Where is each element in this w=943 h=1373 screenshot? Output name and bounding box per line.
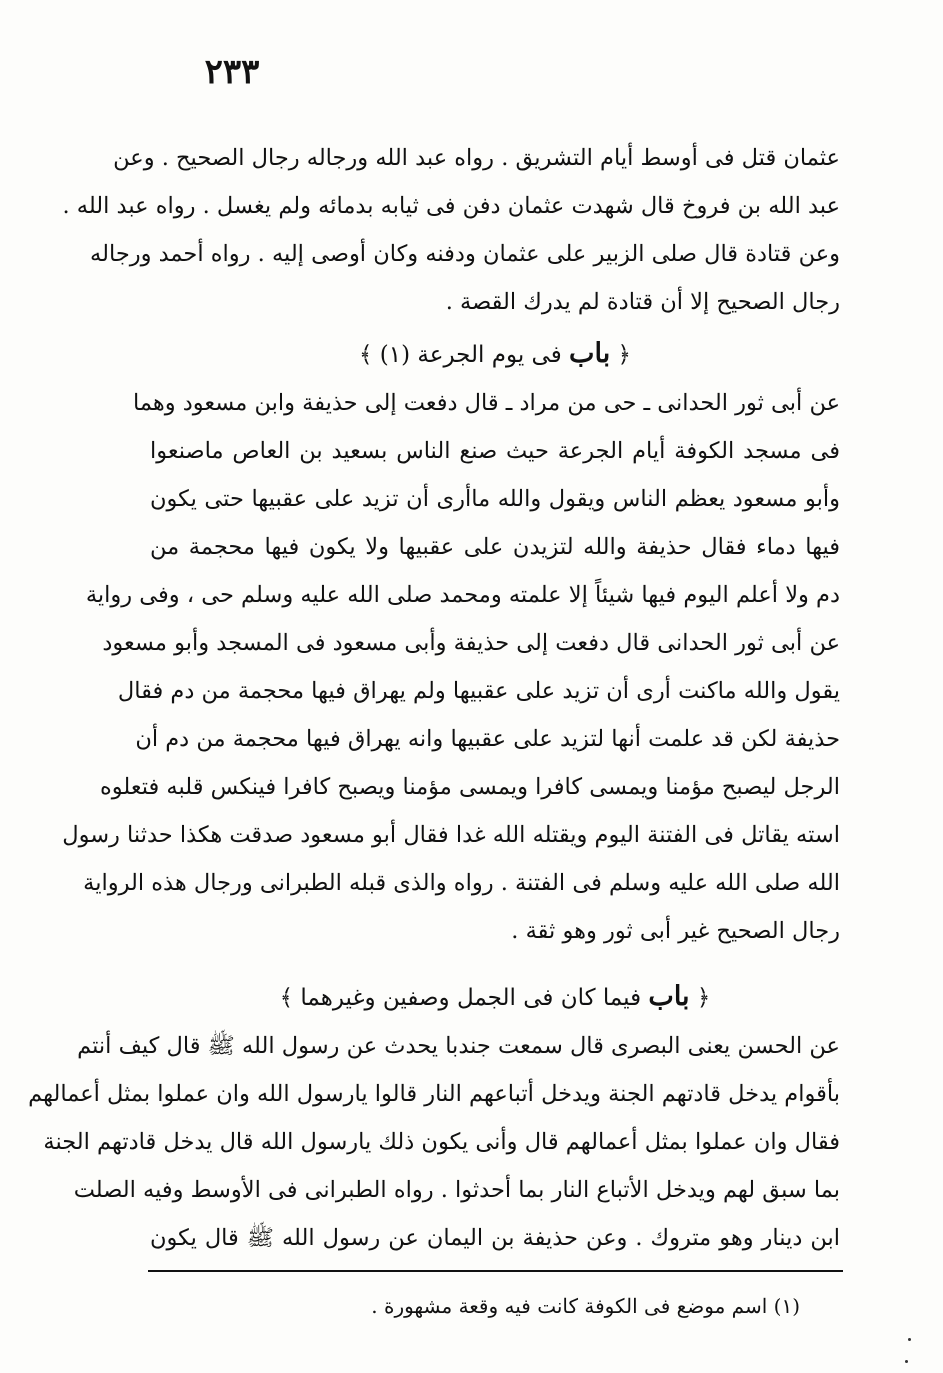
text-line: فيها دماء فقال حذيفة والله لتزيدن على عقبيها ولا يكون فيها محجمة من xyxy=(150,534,840,560)
text-line: وعن قتادة قال صلى الزبير على عثمان ودفنه وكان أوصى إليه . رواه أحمد ورجاله xyxy=(90,241,840,267)
footnote-divider xyxy=(148,1270,843,1272)
text-line: وأبو مسعود يعظم الناس ويقول والله ماأرى أن تزيد على عقبيها حتى يكون xyxy=(150,486,840,512)
text-line: ابن دينار وهو متروك . وعن حذيفة بن اليمان عن رسول الله ﷺ قال يكون xyxy=(150,1225,840,1251)
chapter-title: فيما كان فى الجمل وصفين وغيرهما xyxy=(300,985,642,1011)
chapter-heading-jamal-siffin xyxy=(150,974,840,1020)
text-line: بأقوام يدخل قادتهم الجنة ويدخل أتباعهم النار قالوا يارسول الله وان عملوا بمثل أعمالهم xyxy=(28,1081,840,1107)
scan-speck xyxy=(905,1360,908,1363)
text-line: عبد الله بن فروخ قال شهدت عثمان دفن فى ثيابه بدمائه ولم يغسل . رواه عبد الله . xyxy=(62,193,840,219)
text-line: عن الحسن يعنى البصرى قال سمعت جندبا يحدث عن رسول الله ﷺ قال كيف أنتم xyxy=(77,1033,840,1059)
footnote-marker: (١) xyxy=(379,342,411,368)
text-line: فقال وان عملوا بمثل أعمالهم قال وأنى يكون ذلك يارسول الله قال يدخل قادتهم الجنة xyxy=(43,1129,840,1155)
text-line: عن أبى ثور الحدانى ـ حى من مراد ـ قال دفعت إلى حذيفة وابن مسعود وهما xyxy=(132,390,840,416)
page-number: ٢٣٣ xyxy=(204,52,260,92)
text-line: رجال الصحيح غير أبى ثور وهو ثقة . xyxy=(511,918,840,944)
chapter-title: فى يوم الجرعة xyxy=(417,342,562,368)
text-line: عن أبى ثور الحدانى قال دفعت إلى حذيفة وأبى مسعود فى المسجد وأبو مسعود xyxy=(102,630,840,656)
scan-speck xyxy=(908,1338,911,1341)
ornamental-bracket-open: ﴿ xyxy=(696,985,711,1011)
text-line: يقول والله ماكنت أرى أن تزيد على عقبيها ولم يهراق فيها محجمة من دم فقال xyxy=(117,678,840,704)
text-line: الرجل ليصبح مؤمنا ويمسى كافرا ويمسى مؤمنا ويصبح كافرا فينكس قلبه فتعلوه xyxy=(100,774,840,800)
text-line: الله صلى الله عليه وسلم فى الفتنة . رواه والذى قبله الطبرانى ورجال هذه الرواية xyxy=(83,870,840,896)
chapter-heading-jaraa xyxy=(150,331,840,377)
paragraph-hadith-hudhayfa xyxy=(62,379,840,955)
text-line: فى مسجد الكوفة أيام الجرعة حيث صنع الناس بسعيد بن العاص ماصنعوا xyxy=(150,438,840,464)
chapter-word: باب xyxy=(648,981,690,1012)
ornamental-bracket-close: ﴾ xyxy=(358,342,373,368)
text-line: بما سبق لهم ويدخل الأتباع النار بما أحدثوا . رواه الطبرانى فى الأوسط وفيه الصلت xyxy=(73,1177,840,1203)
text-line: حذيفة لكن قد علمت أنها لتزيد على عقبيها وانه يهراق فيها محجمة من دم أن xyxy=(135,726,840,752)
ornamental-bracket-close: ﴾ xyxy=(279,985,294,1011)
text-line: رجال الصحيح إلا أن قتادة لم يدرك القصة . xyxy=(445,289,840,315)
paragraph-hadith-uthman xyxy=(62,134,840,326)
chapter-word: باب xyxy=(569,338,611,369)
text-line: استه يقاتل فى الفتنة اليوم ويقتله الله غدا فقال أبو مسعود صدقت هكذا حدثنا رسول xyxy=(62,822,840,848)
text-line: دم ولا أعلم اليوم فيها شيئاً إلا علمته ومحمد صلى الله عليه وسلم حى ، وفى رواية xyxy=(85,582,840,608)
footnote: (١) اسم موضع فى الكوفة كانت فيه وقعة مشهورة . xyxy=(371,1294,800,1318)
ornamental-bracket-open: ﴿ xyxy=(617,342,632,368)
paragraph-hadith-jundub xyxy=(28,1022,840,1262)
text-line: عثمان قتل فى أوسط أيام التشريق . رواه عبد الله ورجاله رجال الصحيح . وعن xyxy=(113,145,840,171)
